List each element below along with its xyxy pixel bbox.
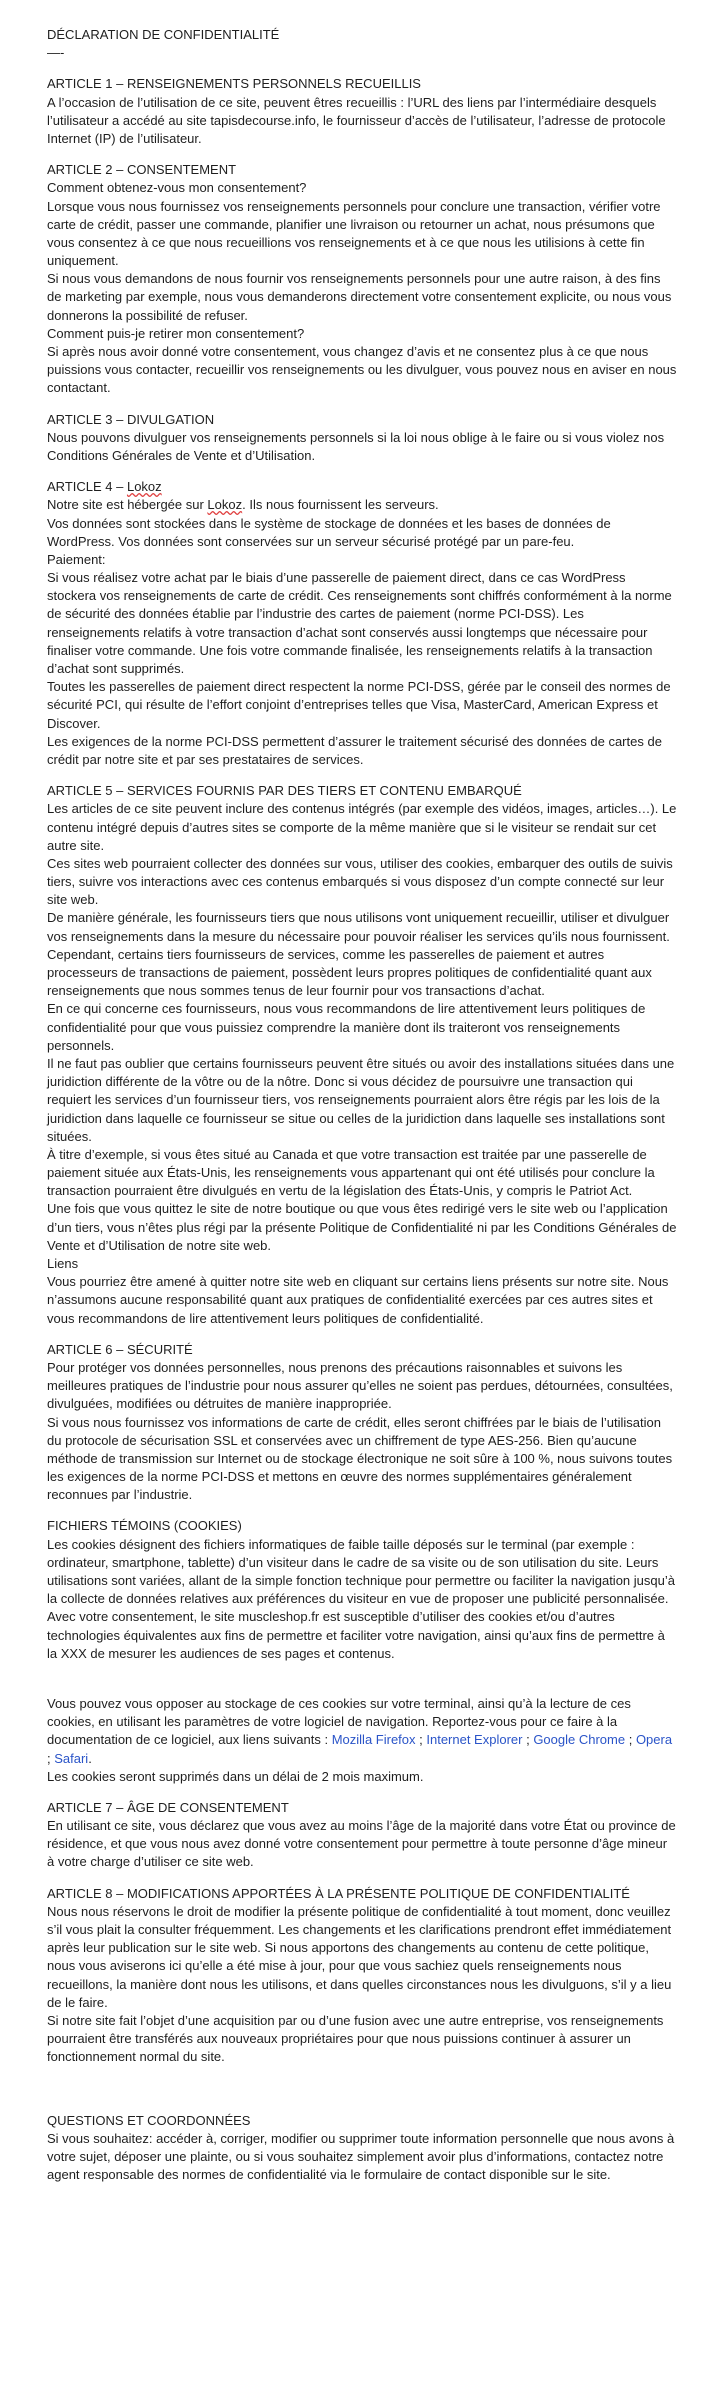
article-5 [47,782,677,1328]
paragraph: Si vous réalisez votre achat par le biais d’une passerelle de paiement direct, dans ce cas WordPress stockera vos renseignements de carte de crédit. Ces renseignements sont chiffrés conformément à la norme de sécurité des données établie par l’industrie des cartes de paiement (norme PCI-DSS). Les renseignements relatifs à votre transaction d’achat sont conservés aussi longtemps que nécessaire pour finaliser votre commande. Une fois votre commande finalisée, les renseignements relatifs à la transaction d’achat sont supprimés. [47,570,672,676]
paragraph: Les exigences de la norme PCI-DSS permettent d’assurer le traitement sécurisé des données de cartes de crédit par notre site et par ses prestataires de services. [47,733,662,767]
paragraph: Cependant, certains tiers fournisseurs de services, comme les passerelles de paiement et autres processeurs de transactions de paiement, possèdent leurs propres politiques de confidentialité quant aux renseignements que nous sommes tenus de leur fournir pour vos transactions d’achat. [47,946,652,999]
article-1 [47,75,677,148]
paragraph: Les cookies désignent des fichiers informatiques de faible taille déposés sur le terminal (par exemple : ordinateur, smartphone, tablette) d’un visiteur dans le cadre de sa visite ou de son utilisation du site. Leurs utilisations sont variées, allant de la simple fonction technique pour permettre ou faciliter la navigation jusqu’à la collecte de données relatives aux préférences du visiteur en vue de proposer une publicité personnalisée. [47,1536,675,1607]
link-separator: ; [47,1750,55,1766]
paragraph: Vous pourriez être amené à quitter notre site web en cliquant sur certains liens présents sur notre site. Nous n’assumons aucune responsabilité quant aux pratiques de confidentialité exercées par ces autres sites et vous recommandons de lire attentivement leurs politiques de confidentialité. [47,1274,669,1326]
cookies-heading: FICHIERS TÉMOINS (COOKIES) [47,1518,242,1534]
paragraph: En ce qui concerne ces fournisseurs, nous vous recommandons de lire attentivement leurs politiques de confidentialité pour que vous puissiez comprendre la manière dont ils traiteront vos renseignements personnels. [47,1001,646,1053]
paragraph: Les articles de ce site peuvent inclure des contenus intégrés (par exemple des vidéos, images, articles…). Le contenu intégré depuis d’autres sites se comporte de la même manière que si le visiteur se rendait sur cet autre site. [47,801,677,853]
spacer [47,1679,677,1695]
contact-heading: QUESTIONS ET COORDONNÉES [47,2112,251,2128]
paragraph: Il ne faut pas oublier que certains fournisseurs peuvent être situés ou avoir des installations situées dans une juridiction différente de la vôtre ou de la nôtre. Donc si vous décidez de poursuivre une transaction qui requiert les services d’un fournisseur tiers, vos renseignements pourraient alors être régis par les lois de la juridiction dans laquelle ce fournisseur se situe ou celles de la juridiction dans laquelle ses installations sont situées. [47,1055,675,1144]
link-google-chrome[interactable]: Google Chrome [533,1732,626,1748]
paragraph [47,1695,677,1768]
paragraph: Comment puis-je retirer mon consentement? [47,325,305,341]
paragraph: Si nous vous demandons de nous fournir vos renseignements personnels pour une autre raison, à des fins de marketing par exemple, nous vous demanderons directement votre consentement explicite, ou nous vous donnerons la possibilité de refuser. [47,271,672,323]
paragraph: Si vous nous fournissez vos informations de carte de crédit, elles seront chiffrées par le biais de l’utilisation du protocole de sécurisation SSL et conservées avec un chiffrement de type AES-256. Bien qu’aucune méthode de transmission sur Internet ou de stockage électronique ne soit sûre à 100 %, nous suivons toutes les exigences de la norme PCI-DSS et mettons en œuvre des normes supplémentaires généralement reconnues par l’industrie. [47,1414,673,1503]
page-title: DÉCLARATION DE CONFIDENTIALITÉ [47,27,280,42]
paragraph: Si notre site fait l’objet d’une acquisition par ou d’une fusion avec une autre entreprise, vos renseignements pourraient être transférés aux nouveaux propriétaires pour que nous puissions continuer à assurer un fonctionnement normal du site. [47,2012,664,2065]
paragraph: Paiement: [47,551,106,567]
article-8 [47,1885,677,2067]
link-separator: ; [625,1732,636,1748]
paragraph: Nous nous réservons le droit de modifier la présente politique de confidentialité à tout moment, donc veuillez s’il vous plait la consulter fréquemment. Les changements et les clarifications prendront effet immédiatement après leur publication sur le site web. Si nous apportons des changements au contenu de cette politique, nous vous aviserons ici qu’elle a été mise à jour, pour que vous sachiez quels renseignements nous recueillons, la manière dont nous les utilisons, et dans quelles circonstances nous les divulguons, s’il y a lieu de le faire. [47,1903,672,2010]
article-7-heading: ARTICLE 7 – ÂGE DE CONSENTEMENT [47,1799,289,1815]
link-mozilla-firefox[interactable]: Mozilla Firefox [331,1732,416,1748]
paragraph: Liens [47,1256,79,1271]
article-7 [47,1799,677,1872]
paragraph: Si vous souhaitez: accéder à, corriger, modifier ou supprimer toute information personnelle que nous avons à votre sujet, déposer une plainte, ou si vous souhaitez simplement avoir plus d’informations, contactez notre agent responsable des normes de confidentialité via le formulaire de contact disponible sur le site. [47,2130,675,2183]
paragraph: En utilisant ce site, vous déclarez que vous avez au moins l’âge de la majorité dans votre État ou province de résidence, et que vous nous avez donné votre consentement pour permettre à toute personne d’âge mineur à votre charge d’utiliser ce site web. [47,1818,676,1870]
text: Vous pouvez vous opposer au stockage de ces cookies sur votre terminal, ainsi qu’à la lecture de ces cookies, en utilisant les paramètres de votre logiciel de navigation. Reportez-vous pour ce faire à la documentation de ce logiciel, aux liens suivants : [47,1695,631,1748]
separator: —- [47,45,65,61]
article-8-heading: ARTICLE 8 – MODIFICATIONS APPORTÉES À LA PRÉSENTE POLITIQUE DE CONFIDENTIALITÉ [47,1885,630,1901]
text: . [88,1750,92,1766]
paragraph: Toutes les passerelles de paiement direct respectent la norme PCI-DSS, gérée par le conseil des normes de sécurité PCI, qui résulte de l’effort conjoint d’entreprises telles que Visa, MasterCard, American Express et Discover. [47,679,671,731]
paragraph [47,496,677,514]
contact-section [47,2112,677,2185]
article-3-heading: ARTICLE 3 – DIVULGATION [47,411,215,427]
host-name: Lokoz [207,497,243,513]
spacer [47,2096,677,2112]
paragraph: Les cookies seront supprimés dans un délai de 2 mois maximum. [47,1768,424,1784]
link-separator: ; [522,1732,534,1748]
paragraph: De manière générale, les fournisseurs tiers que nous utilisons vont uniquement recueillir, utiliser et divulguer vos renseignements dans la mesure du nécessaire pour pouvoir réaliser les services qu’ils nous fournissent. [47,910,670,944]
paragraph: Si après nous avoir donné votre consentement, vous changez d’avis et ne consentez plus à ce que nous puissions vous contacter, recueillir vos renseignements ou les divulguer, vous pouvez nous en aviser en nous contactant. [47,344,677,396]
spacer [47,2080,677,2096]
spacer [47,1663,677,1679]
heading-prefix: ARTICLE 4 – [47,479,127,495]
text: . Ils nous fournissent les serveurs. [242,497,439,513]
link-safari[interactable]: Safari [54,1750,89,1766]
paragraph: Vos données sont stockées dans le système de stockage de données et les bases de données de WordPress. Vos données sont conservées sur un serveur sécurisé protégé par un pare-feu. [47,515,611,549]
article-4-heading [47,478,677,496]
paragraph: Une fois que vous quittez le site de notre boutique ou que vous êtes redirigé vers le site web ou l’application d’un tiers, vous n’êtes plus régi par la présente Politique de Confidentialité ni par les Conditions Générales de Vente et d’Utilisation de notre site web. [47,1201,677,1253]
paragraph: Ces sites web pourraient collecter des données sur vous, utiliser des cookies, embarquer des outils de suivis tiers, suivre vos interactions avec ces contenus embarqués si vous disposez d’un compte connecté sur leur site web. [47,855,673,908]
link-separator: ; [415,1732,427,1748]
article-5-heading: ARTICLE 5 – SERVICES FOURNIS PAR DES TIERS ET CONTENU EMBARQUÉ [47,783,522,799]
paragraph: Lorsque vous nous fournissez vos renseignements personnels pour conclure une transaction, vérifier votre carte de crédit, passer une commande, planifier une livraison ou retourner un achat, nous présumons que vous consentez à ce que nous recueillions vos renseignements et à ce que nous les utilisions à cette fin uniquement. [47,198,661,269]
paragraph: Comment obtenez-vous mon consentement? [47,180,307,196]
article-1-heading: ARTICLE 1 – RENSEIGNEMENTS PERSONNELS RECUEILLIS [47,76,421,92]
link-opera[interactable]: Opera [635,1732,673,1748]
host-name: Lokoz [126,479,162,495]
article-6 [47,1341,677,1505]
article-2-heading: ARTICLE 2 – CONSENTEMENT [47,162,237,178]
paragraph: A l’occasion de l’utilisation de ce site, peuvent êtres recueillis : l’URL des liens par l’intermédiaire desquels l’utilisateur a accédé au site tapisdecourse.info, le fournisseur d’accès de l’utilisateur, l’adresse de protocole Internet (IP) de l’utilisateur. [47,94,666,146]
link-internet-explorer[interactable]: Internet Explorer [426,1732,523,1748]
paragraph: Pour protéger vos données personnelles, nous prenons des précautions raisonnables et suivons les meilleures pratiques de l’industrie pour nous assurer qu’elles ne soient pas perdues, détournées, consultées, divulguées, modifiées ou détruites de manière inappropriée. [47,1359,673,1412]
article-4 [47,478,677,769]
article-3 [47,411,677,466]
article-2 [47,161,677,397]
paragraph: Avec votre consentement, le site muscleshop.fr est susceptible d’utiliser des cookies et/ou d’autres technologies équivalentes aux fins de permettre et faciliter votre navigation, ainsi qu’aux fins de permettre à la XXX de mesurer les audiences de ses pages et contenus. [47,1609,665,1661]
cookies-section [47,1517,677,1785]
paragraph: Nous pouvons divulguer vos renseignements personnels si la loi nous oblige à le faire ou si vous violez nos Conditions Générales de Vente et d’Utilisation. [47,429,665,463]
text: Notre site est hébergée sur [47,497,208,513]
paragraph: À titre d’exemple, si vous êtes situé au Canada et que votre transaction est traitée par une passerelle de paiement située aux États-Unis, les renseignements vous appartenant qui ont été utilisés pour conclure la transaction pourraient être divulgués en vertu de la législation des États-Unis, y compris le Patriot Act. [47,1146,655,1199]
article-6-heading: ARTICLE 6 – SÉCURITÉ [47,1341,193,1357]
